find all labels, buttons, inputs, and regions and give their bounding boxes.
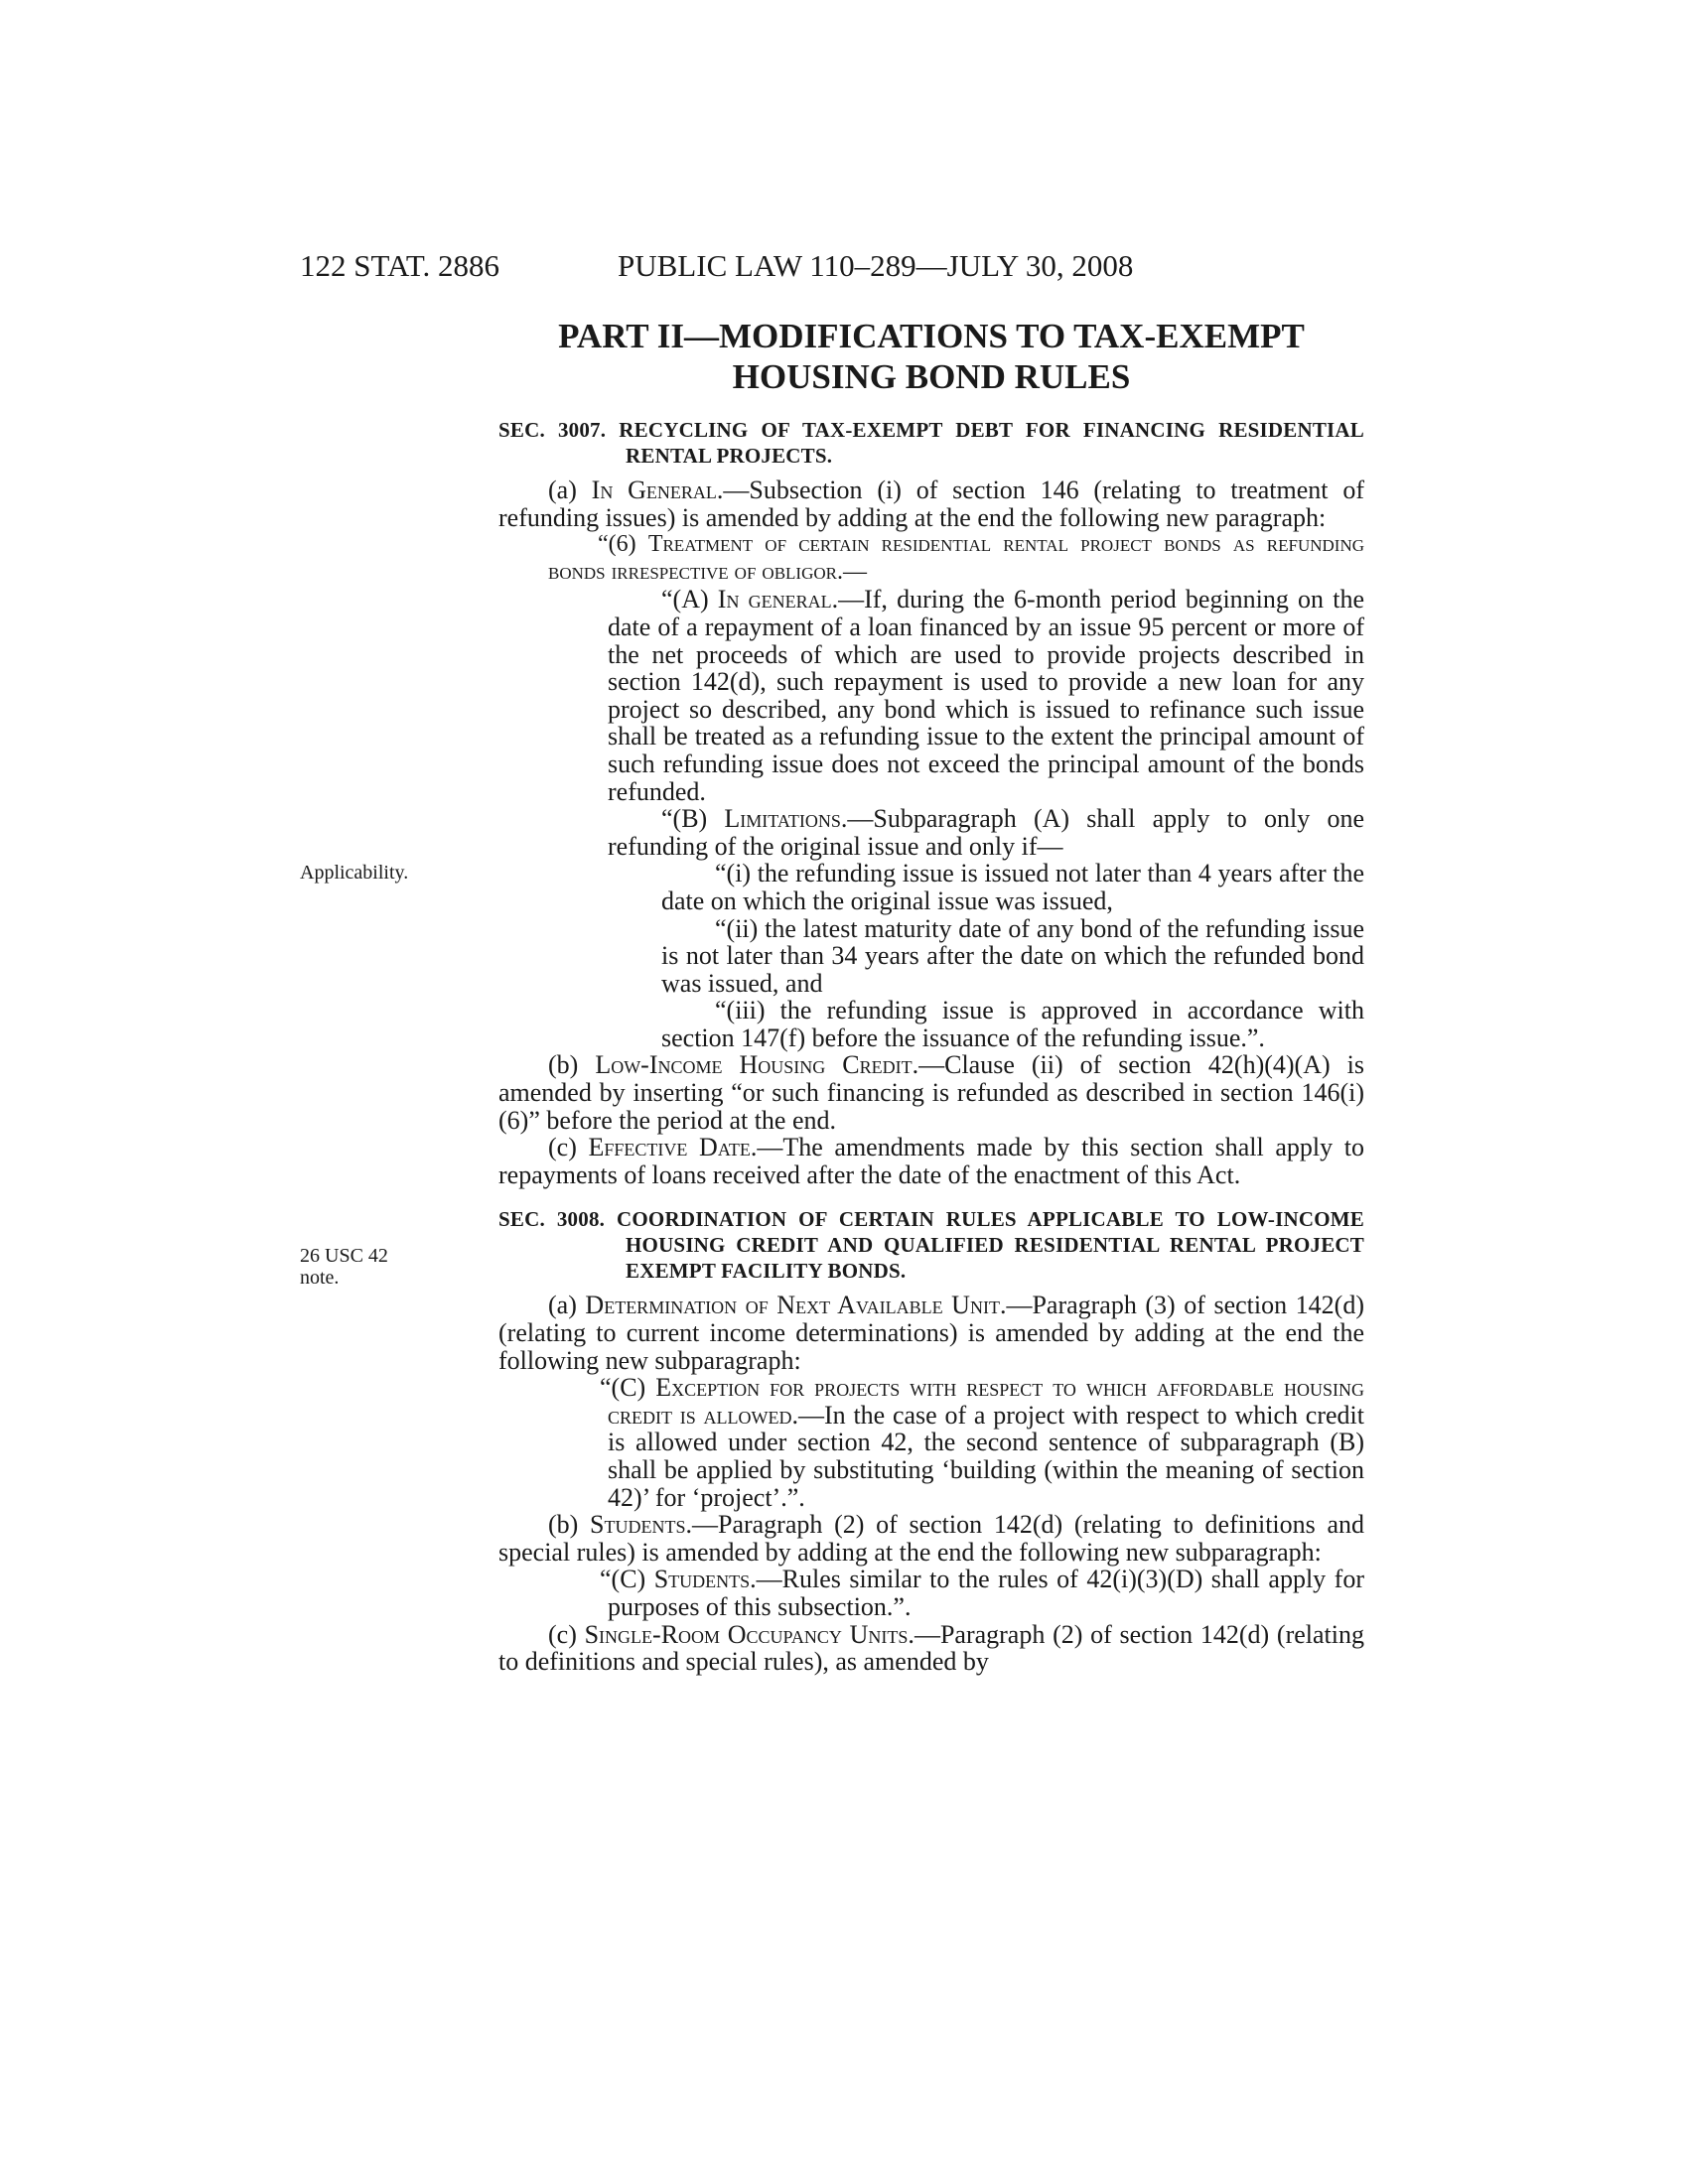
subparagraph-A: “(A) In general.—If, during the 6-month period beginning on the date of a repayment of a loan financed by an issue 95 percent or more of the net proceeds of which are used to provide projects described in section 142(d), such repayment is used to provide a new loan for any project so described, any bond which is issued to refinance such issue shall be treated as a refunding issue to the extent the principal amount of such refunding issue does not exceed the principal amount of the bonds refunded. xyxy=(608,585,1364,806)
margin-note-applicability: Applicability. xyxy=(300,862,409,884)
section-3008-subparagraph-C: “(C) Exception for projects with respect to which affordable housing credit is allowed.—In the case of a project with respect to which credit is allowed under section 42, the second sentence of subparagraph (B) shall be applied by substituting ‘building (within the meaning of section 42)’ for ‘project’.”. xyxy=(600,1373,1364,1512)
section-3008-subsection-b: (b) Students.—Paragraph (2) of section 142(d) (relating to definitions and special rules) is amended by adding at the end the following new subparagraph: xyxy=(498,1510,1364,1567)
paragraph-6-heading: “(6) Treatment of certain residential rental project bonds as refunding bonds irrespective of obligor.— xyxy=(548,531,1365,585)
statute-page-number: 122 STAT. 2886 xyxy=(300,248,500,283)
section-3008-subsection-c: (c) Single-Room Occupancy Units.—Paragraph (2) of section 142(d) (relating to definitions and special rules), as amended by xyxy=(498,1619,1364,1677)
running-head xyxy=(0,248,1688,288)
section-3008-subsection-a: (a) Determination of Next Available Unit.—Paragraph (3) of section 142(d) (relating to current income determinations) is amended by adding at the end the following new subparagraph: xyxy=(498,1291,1365,1375)
section-3007-subsection-b: (b) Low-Income Housing Credit.—Clause (ii) of section 42(h)(4)(A) is amended by inserting “or such financing is refunded as described in section 146(i)(6)” before the period at the end. xyxy=(498,1050,1364,1135)
part-title-line-2: HOUSING BOND RULES xyxy=(732,357,1131,396)
part-title-line-1: PART II—MODIFICATIONS TO TAX-EXEMPT xyxy=(558,317,1305,355)
subparagraph-B: “(B) Limitations.—Subparagraph (A) shall apply to only one refunding of the original issue and only if— xyxy=(608,804,1364,861)
margin-note-usc-line-1: 26 USC 42 xyxy=(300,1245,388,1267)
margin-note-usc-citation xyxy=(300,1245,388,1289)
section-3007-subsection-c: (c) Effective Date.—The amendments made by this section shall apply to repayments of loans received after the date of the enactment of this Act. xyxy=(498,1133,1364,1189)
part-title xyxy=(498,316,1364,397)
statute-body xyxy=(498,417,1364,1676)
clause-iii: “(iii) the refunding issue is approved in accordance with section 147(f) before the issuance of the refunding issue.”. xyxy=(661,996,1364,1052)
margin-note-usc-line-2: note. xyxy=(300,1267,340,1289)
clause-i: “(i) the refunding issue is issued not later than 4 years after the date on which the original issue was issued, xyxy=(661,859,1364,915)
section-3007-subsection-a: (a) In General.—Subsection (i) of section 146 (relating to treatment of refunding issues) is amended by adding at the end the following new paragraph: xyxy=(498,476,1364,532)
students-subparagraph-C: “(C) Students.—Rules similar to the rules of 42(i)(3)(D) shall apply for purposes of this subsection.”. xyxy=(600,1565,1364,1621)
section-3008-heading: SEC. 3008. COORDINATION OF CERTAIN RULES APPLICABLE TO LOW-INCOME HOUSING CREDIT AND QUALIFIED RESIDENTIAL RENTAL PROJECT EXEMPT FACILITY BONDS. xyxy=(498,1207,1364,1284)
clause-ii: “(ii) the latest maturity date of any bond of the refunding issue is not later than 34 years after the date on which the refunded bond was issued, and xyxy=(661,913,1364,998)
public-law-citation: PUBLIC LAW 110–289—JULY 30, 2008 xyxy=(618,248,1134,283)
section-3007-heading: SEC. 3007. RECYCLING OF TAX-EXEMPT DEBT FOR FINANCING RESIDENTIAL RENTAL PROJECTS. xyxy=(498,418,1364,468)
